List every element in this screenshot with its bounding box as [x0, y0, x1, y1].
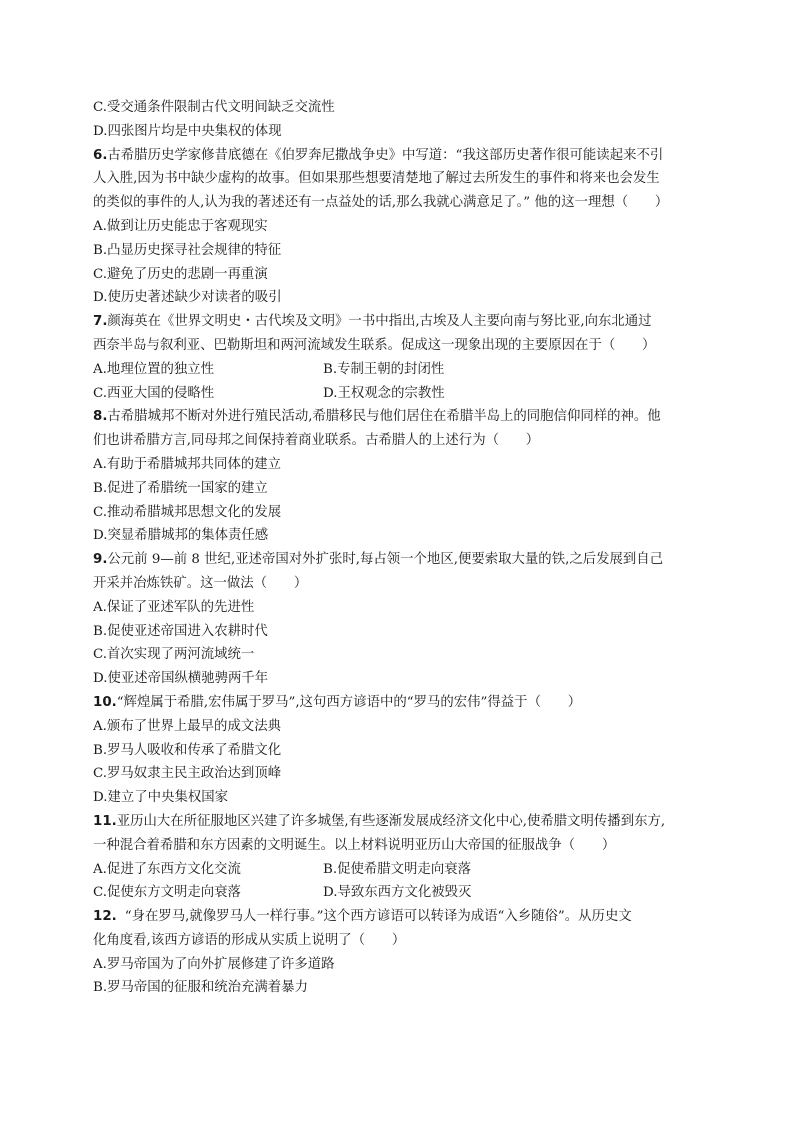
q8-number: 8.: [93, 409, 108, 425]
q7-stem-line-2: 西奈半岛与叙利亚、巴勒斯坦和两河流域发生联系。促成这一现象出现的主要原因在于（ ）: [93, 337, 656, 353]
q11-options-row-2: [93, 881, 704, 905]
q11-option-b: B.促使希腊文明走向衰落: [323, 861, 472, 877]
q6-stem-line-3: 的类似的事件的人,认为我的著述还有一点益处的话,那么我就心满意足了。” 他的这一理想（ ）: [93, 195, 669, 211]
q6-option-d: D.使历史著述缺少对读者的吸引: [93, 290, 282, 306]
q11-option-a: A.促进了东西方文化交流: [93, 861, 241, 877]
q9-number: 9.: [93, 552, 108, 568]
q8-stem-line-1: [93, 405, 704, 429]
q5-option-d: D.四张图片均是中央集权的体现: [93, 123, 282, 139]
q10-stem-line-1: [93, 691, 704, 715]
q10-option-d: D.建立了中央集权国家: [93, 790, 229, 806]
q11-option-d: D.导致东西方文化被毁灭: [323, 885, 472, 901]
q6-option-c: C.避免了历史的悲剧一再重演: [93, 266, 268, 282]
q11-stem-line-1: [93, 810, 704, 834]
q10-number: 10.: [93, 694, 117, 710]
q10-option-c: C.罗马奴隶主民主政治达到顶峰: [93, 766, 282, 782]
q12-stem-line-1: [93, 905, 704, 929]
q12-option-a: A.罗马帝国为了向外扩展修建了许多道路: [93, 956, 335, 972]
q11-option-c: C.促使东方文明走向衰落: [93, 885, 241, 901]
q8-option-b: B.促进了希腊统一国家的建立: [93, 480, 268, 496]
q8-stem-text-1: 古希腊城邦不断对外进行殖民活动,希腊移民与他们居住在希腊半岛上的同胞信仰同样的神。他: [107, 409, 661, 425]
q9-stem-line-1: [93, 548, 704, 572]
q6-stem-line-2: 人入胜,因为书中缺少虚构的故事。但如果那些想要清楚地了解过去所发生的事件和将来也会发生: [93, 171, 660, 187]
q6-option-a: A.做到让历史能忠于客观现实: [93, 218, 268, 234]
q9-option-b: B.促使亚述帝国进入农耕时代: [93, 623, 268, 639]
q12-stem-line-2: 化角度看,该西方谚语的形成从实质上说明了（ ）: [93, 932, 406, 948]
q7-option-a: A.地理位置的独立性: [93, 361, 215, 377]
q7-option-b: B.专制王朝的封闭性: [323, 361, 445, 377]
q10-option-b: B.罗马人吸收和传承了希腊文化: [93, 742, 282, 758]
q10-option-a: A.颁布了世界上最早的成文法典: [93, 718, 282, 734]
q8-option-d: D.突显希腊城邦的集体责任感: [93, 528, 269, 544]
q12-option-b: B.罗马帝国的征服和统治充满着暴力: [93, 980, 308, 996]
q11-stem-line-2: 一种混合着希腊和东方因素的文明诞生。以上材料说明亚历山大帝国的征服战争（ ）: [93, 837, 616, 853]
q6-option-b: B.凸显历史探寻社会规律的特征: [93, 242, 282, 258]
q9-stem-text-1: 公元前 9—前 8 世纪,亚述帝国对外扩张时,每占领一个地区,便要索取大量的铁,之后发展到自己: [107, 552, 664, 568]
q6-stem-line-1: [93, 144, 704, 168]
q11-options-row-1: [93, 858, 704, 882]
q12-stem-text-1: “身在罗马,就像罗马人一样行事。”这个西方谚语可以转译为成语“入乡随俗”。从历史文: [124, 909, 632, 925]
q9-stem-line-2: 开采并冶炼铁矿。这一做法（ ）: [93, 575, 308, 591]
q7-option-d: D.王权观念的宗教性: [323, 385, 445, 401]
q8-option-c: C.推动希腊城邦思想文化的发展: [93, 504, 282, 520]
q5-option-c: C.受交通条件限制古代文明间缺乏交流性: [93, 100, 335, 115]
q7-stem-text-1: 颜海英在《世界文明史・古代埃及文明》一书中指出,古埃及人主要向南与努比亚,向东北通过: [107, 314, 652, 330]
q8-stem-line-2: 们也讲希腊方言,同母邦之间保持着商业联系。古希腊人的上述行为（ ）: [93, 433, 540, 449]
q9-option-c: C.首次实现了两河流域统一: [93, 647, 255, 663]
q7-options-row-2: [93, 382, 704, 406]
q11-number: 11.: [93, 813, 117, 829]
q10-stem-text-1: “辉煌属于希腊,宏伟属于罗马”,这句西方谚语中的“罗马的宏伟”得益于（ ）: [116, 694, 582, 710]
q6-stem-text-1: 古希腊历史学家修昔底德在《伯罗奔尼撒战争史》中写道：“我这部历史著作很可能读起来不引: [107, 147, 664, 163]
q7-stem-line-1: [93, 310, 704, 334]
q7-options-row-1: [93, 358, 704, 382]
q9-option-d: D.使亚述帝国纵横驰骋两千年: [93, 671, 269, 687]
q12-number: 12.: [93, 909, 117, 925]
q7-number: 7.: [93, 314, 108, 330]
q9-option-a: A.保证了亚述军队的先进性: [93, 599, 255, 615]
q8-option-a: A.有助于希腊城邦共同体的建立: [93, 456, 282, 472]
q6-number: 6.: [93, 147, 108, 163]
q7-option-c: C.西亚大国的侵略性: [93, 385, 215, 401]
q11-stem-text-1: 亚历山大在所征服地区兴建了许多城堡,有些逐渐发展成经济文化中心,使希腊文明传播到东方,: [116, 813, 666, 829]
